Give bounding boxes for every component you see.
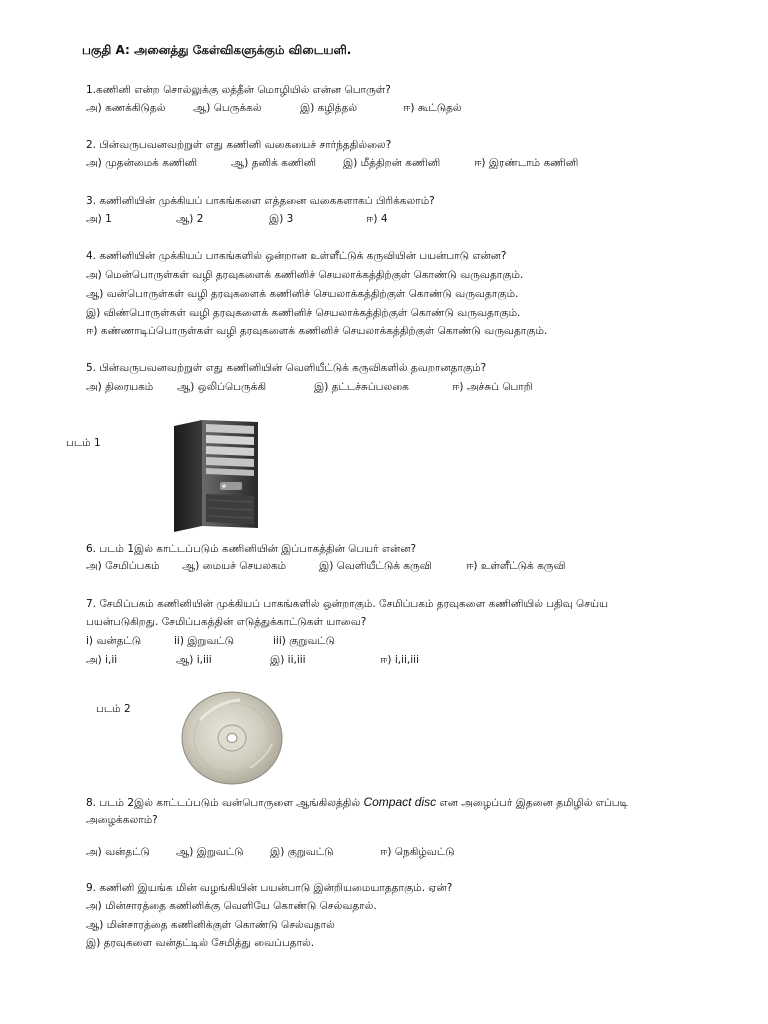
q4-option-b: ஆ) வன்பொருள்கள் வழி தரவுகளைக் கணினிச் செயலாக்கத்திற்குள் கொண்டு வருவதாகும்.: [86, 288, 519, 300]
question-2-options: [86, 157, 578, 170]
question-5-options: [86, 381, 533, 394]
figure-1-label: படம் 1: [66, 437, 101, 449]
question-6-options: [86, 560, 566, 573]
q7-option-c: இ) ii,iii: [270, 654, 306, 666]
q3-option-b: ஆ) 2: [176, 213, 204, 225]
question-1-options: [86, 102, 462, 115]
q7-option-a: அ) i,ii: [86, 654, 118, 666]
q3-option-c: இ) 3: [269, 213, 294, 225]
q1-option-c: இ) கழித்தல்: [300, 102, 358, 114]
question-2: 2. பின்வருபவனவற்றுள் எது கணினி வகையைச் சார்ந்ததில்லை?: [86, 139, 392, 151]
question-3: 3. கணினியின் முக்கியப் பாகங்களை எத்தனை வகைகளாகப் பிரிக்கலாம்?: [86, 195, 435, 207]
question-6: 6. படம் 1இல் காட்டப்படும் கணினியின் இப்பாகத்தின் பெயர் என்ன?: [86, 543, 417, 555]
q8-option-b: ஆ) இறுவட்டு: [176, 846, 244, 858]
question-7-line-1: 7. சேமிப்பகம் கணினியின் முக்கியப் பாகங்களில் ஒன்றாகும். சேமிப்பகம் தரவுகளை கணினியில் பதிவு செய்ய: [86, 598, 609, 610]
q4-option-c: இ) விண்பொருள்கள் வழி தரவுகளைக் கணினிச் செயலாக்கத்திற்குள் கொண்டு வருவதாகும்.: [86, 307, 521, 319]
question-8-line-2: அழைக்கலாம்?: [86, 814, 158, 826]
q9-option-c: இ) தரவுகளை வன்தட்டில் சேமித்து வைப்பதால்.: [86, 937, 315, 949]
q8-english-term: Compact disc: [363, 795, 437, 809]
computer-tower-image: [170, 418, 262, 532]
q8-option-c: இ) குறுவட்டு: [270, 846, 334, 858]
q1-option-a: அ) கணக்கிடுதல்: [86, 102, 166, 114]
question-1: 1.கணினி என்ற சொல்லுக்கு லத்தீன் மொழியில் என்ன பொருள்?: [86, 84, 391, 96]
question-7-items: [86, 635, 335, 648]
q5-option-b: ஆ) ஒலிப்பெருக்கி: [177, 381, 267, 393]
q7-option-d: ஈ) i,ii,iii: [380, 654, 420, 666]
q1-option-b: ஆ) பெருக்கல்: [193, 102, 262, 114]
question-8-line-1: [86, 796, 628, 810]
q5-option-a: அ) திரையகம்: [86, 381, 154, 393]
q6-option-a: அ) சேமிப்பகம்: [86, 560, 160, 572]
compact-disc-image: [180, 690, 284, 786]
q8-option-d: ஈ) நெகிழ்வட்டு: [380, 846, 455, 858]
question-7-options: [86, 654, 419, 667]
q3-option-a: அ) 1: [86, 213, 112, 225]
q1-option-d: ஈ) கூட்டுதல்: [403, 102, 462, 114]
q8-text-part-1: 8. படம் 2இல் காட்டப்படும் வன்பொருளை ஆங்கிலத்தில்: [86, 797, 361, 809]
q7-option-b: ஆ) i,iii: [176, 654, 212, 666]
q4-option-a: அ) மென்பொருள்கள் வழி தரவுகளைக் கணினிச் செயலாக்கத்திற்குள் கொண்டு வருவதாகும்.: [86, 269, 524, 281]
section-heading: பகுதி A: அனைத்து கேள்விகளுக்கும் விடையளி.: [82, 43, 352, 57]
question-8-options: [86, 846, 455, 859]
q5-option-c: இ) தட்டச்சுப்பலகை: [314, 381, 409, 393]
q6-option-b: ஆ) மையச் செயலகம்: [182, 560, 287, 572]
question-7-line-2: பயன்படுகிறது. சேமிப்பகத்தின் எடுத்துக்காட்டுகள் யாவை?: [86, 616, 367, 628]
q2-option-c: இ) மீத்திறன் கணினி: [343, 157, 441, 169]
question-9: 9. கணினி இயங்க மின் வழங்கியின் பயன்பாடு இன்றியமையாததாகும். ஏன்?: [86, 882, 453, 894]
q9-option-b: ஆ) மின்சாரத்தை கணினிக்குள் கொண்டு செல்வதால்: [86, 919, 335, 931]
q7-item-2: ii) இறுவட்டு: [174, 635, 235, 647]
q9-option-a: அ) மின்சாரத்தை கணினிக்கு வெளியே கொண்டு செல்வதால்.: [86, 900, 377, 912]
question-3-options: [86, 213, 388, 226]
q6-option-c: இ) வெளியீட்டுக் கருவி: [319, 560, 432, 572]
q8-option-a: அ) வன்தட்டு: [86, 846, 150, 858]
q4-option-d: ஈ) கண்ணாடிப்பொருள்கள் வழி தரவுகளைக் கணினிச் செயலாக்கத்திற்குள் கொண்டு வருவதாகும்.: [86, 325, 548, 337]
q7-item-3: iii) குறுவட்டு: [273, 635, 336, 647]
q2-option-d: ஈ) இரண்டாம் கணினி: [474, 157, 579, 169]
q7-item-1: i) வன்தட்டு: [86, 635, 142, 647]
q2-option-a: அ) முதன்மைக் கணினி: [86, 157, 198, 169]
q3-option-d: ஈ) 4: [366, 213, 388, 225]
question-4: 4. கணினியின் முக்கியப் பாகங்களில் ஒன்றான உள்ளீட்டுக் கருவியின் பயன்பாடு என்ன?: [86, 250, 507, 262]
figure-2-label: படம் 2: [96, 703, 131, 715]
q2-option-b: ஆ) தனிக் கணினி: [231, 157, 317, 169]
q5-option-d: ஈ) அச்சுப் பொறி: [452, 381, 533, 393]
question-5: 5. பின்வருபவனவற்றுள் எது கணினியின் வெளியீட்டுக் கருவிகளில் தவறானதாகும்?: [86, 362, 487, 374]
q8-text-part-2: என அழைப்பர் இதனை தமிழில் எப்படி: [439, 797, 628, 809]
q6-option-d: ஈ) உள்ளீட்டுக் கருவி: [466, 560, 566, 572]
